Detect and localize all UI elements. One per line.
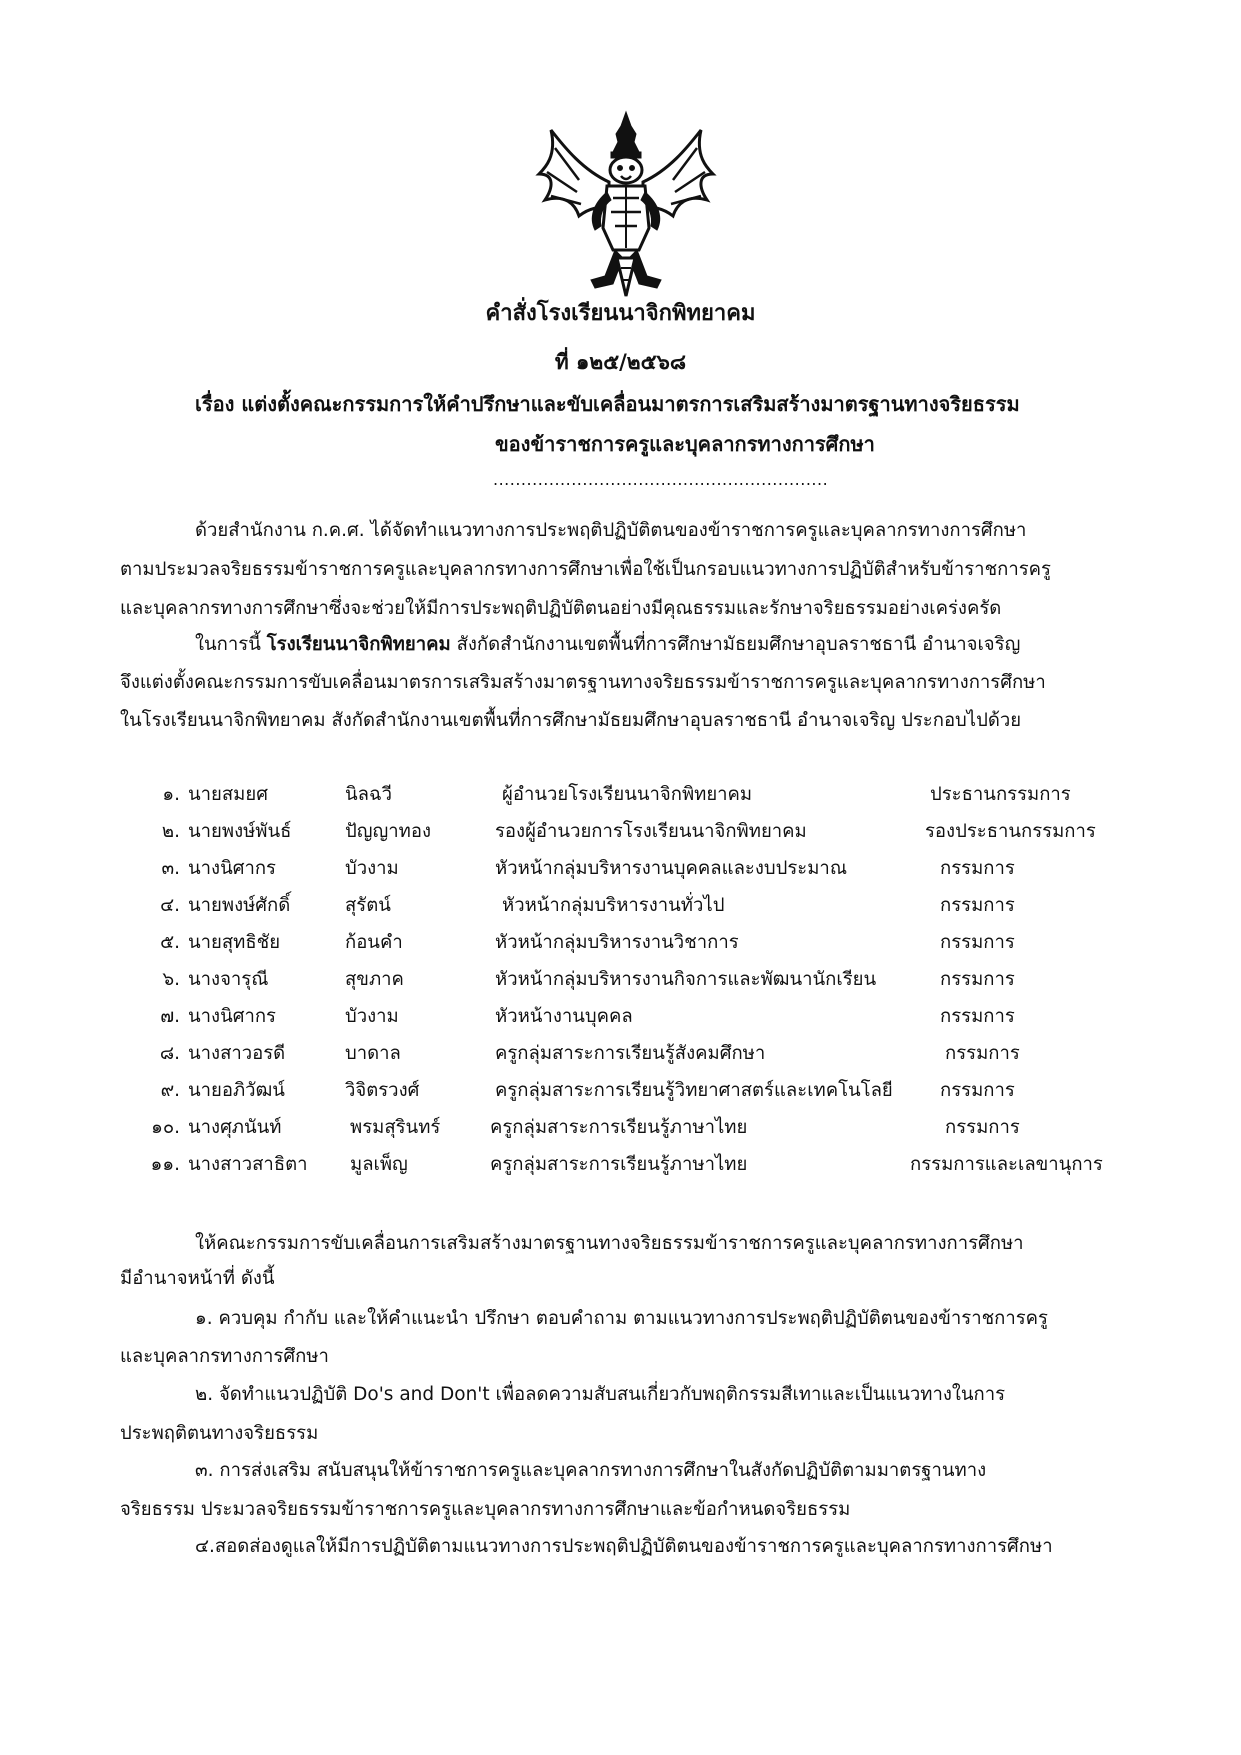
intro-p1-line3: และบุคลากรทางการศึกษาซึ่งจะช่วยให้มีการประพฤติปฏิบัติตนอย่างมีคุณธรรมและรักษาจริยธรรมอย่างเคร่งครัด (120, 598, 1002, 619)
member-role: กรรมการ (940, 1080, 1015, 1101)
member-first-name: นางสาวสาธิตา (188, 1154, 308, 1175)
member-position: ครูกลุ่มสาระการเรียนรู้ภาษาไทย (490, 1117, 748, 1138)
duty-4-line1: ๔.สอดส่องดูแลให้มีการปฏิบัติตามแนวทางการประพฤติปฏิบัติตนของข้าราชการครูและบุคลากรทางการศึกษา (195, 1536, 1053, 1557)
member-number: ๘. (159, 1043, 180, 1064)
member-last-name: บัวงาม (345, 1006, 399, 1027)
order-subject-line2: ของข้าราชการครูและบุคลากรทางการศึกษา (495, 432, 875, 456)
duties-intro-line1: ให้คณะกรรมการขับเคลื่อนการเสริมสร้างมาตรฐานทางจริยธรรมข้าราชการครูและบุคลากรทางการศึกษา (195, 1233, 1024, 1254)
intro-p1-line1: ด้วยสำนักงาน ก.ค.ศ. ได้จัดทำแนวทางการประพฤติปฏิบัติตนของข้าราชการครูและบุคลากรทางการศึกษา (195, 520, 1027, 541)
member-role: กรรมการ (945, 1043, 1020, 1064)
member-number: ๑๑. (150, 1154, 180, 1175)
member-last-name: สุขภาค (345, 969, 404, 990)
member-role: กรรมการ (940, 1006, 1015, 1027)
member-position: ครูกลุ่มสาระการเรียนรู้วิทยาศาสตร์และเทคโนโลยี (495, 1080, 893, 1101)
member-role: กรรมการ (940, 932, 1015, 953)
member-position: ครูกลุ่มสาระการเรียนรู้สังคมศึกษา (495, 1043, 766, 1064)
duties-intro-line2: มีอำนาจหน้าที่ ดังนี้ (120, 1268, 275, 1289)
intro-p2-line3: ในโรงเรียนนาจิกพิทยาคม สังกัดสำนักงานเขตพื้นที่การศึกษามัธยมศึกษาอุบลราชธานี อำนาจเจริญ ประกอบไปด้วย (120, 710, 1022, 731)
member-role: ประธานกรรมการ (930, 784, 1071, 805)
member-first-name: นายพงษ์พันธ์ (188, 821, 292, 842)
member-last-name: มูลเพ็ญ (350, 1154, 408, 1175)
member-last-name: ปัญญาทอง (345, 821, 431, 842)
member-first-name: นายสมยศ (188, 784, 268, 805)
committee-members-list (140, 780, 1140, 1187)
member-row (140, 1076, 1140, 1113)
member-role: กรรมการ (940, 895, 1015, 916)
order-title: คำสั่งโรงเรียนนาจิกพิทยาคม (485, 301, 756, 326)
member-position: ครูกลุ่มสาระการเรียนรู้ภาษาไทย (490, 1154, 748, 1175)
intro-p2-prefix: ในการนี้ (195, 634, 261, 655)
school-name-bold: โรงเรียนนาจิกพิทยาคม (266, 634, 451, 655)
member-first-name: นางจารุณี (188, 969, 269, 990)
member-row (140, 1150, 1140, 1187)
member-first-name: นางนิศากร (188, 1006, 276, 1027)
member-position: รองผู้อำนวยการโรงเรียนนาจิกพิทยาคม (495, 821, 807, 842)
member-row (140, 965, 1140, 1002)
member-row (140, 1002, 1140, 1039)
member-role: กรรมการ (940, 858, 1015, 879)
garuda-emblem-icon (535, 108, 717, 302)
member-last-name: ก้อนคำ (345, 932, 403, 953)
member-role: กรรมการ (945, 1117, 1020, 1138)
member-position: ผู้อำนวยโรงเรียนนาจิกพิทยาคม (502, 784, 753, 805)
intro-p1-line2: ตามประมวลจริยธรรมข้าราชการครูและบุคลากรทางการศึกษาเพื่อใช้เป็นกรอบแนวทางการปฏิบัติสำหรับข้าราชการครู (120, 559, 1051, 580)
header-separator: ............................................................ (493, 470, 829, 489)
member-last-name: บาดาล (345, 1043, 401, 1064)
member-row (140, 928, 1140, 965)
intro-p2-rest: สังกัดสำนักงานเขตพื้นที่การศึกษามัธยมศึกษาอุบลราชธานี อำนาจเจริญ (456, 634, 1021, 655)
member-number: ๒. (161, 821, 180, 842)
member-last-name: สุรัตน์ (345, 895, 391, 916)
member-last-name: บัวงาม (345, 858, 399, 879)
duty-1-line1: ๑. ควบคุม กำกับ และให้คำแนะนำ ปรึกษา ตอบคำถาม ตามแนวทางการประพฤติปฏิบัติตนของข้าราชการครู (195, 1308, 1048, 1329)
member-last-name: พรมสุรินทร์ (350, 1117, 441, 1138)
member-position: หัวหน้ากลุ่มบริหารงานกิจการและพัฒนานักเรียน (495, 969, 877, 990)
member-row (140, 780, 1140, 817)
duty-2-line2: ประพฤติตนทางจริยธรรม (120, 1423, 319, 1444)
member-first-name: นางสาวอรดี (188, 1043, 286, 1064)
member-row (140, 1039, 1140, 1076)
member-position: หัวหน้างานบุคคล (495, 1006, 633, 1027)
duty-1-line2: และบุคลากรทางการศึกษา (120, 1346, 329, 1367)
member-first-name: นายอภิวัฒน์ (188, 1080, 285, 1101)
duty-2-line1: ๒. จัดทำแนวปฏิบัติ Do's and Don't เพื่อลดความสับสนเกี่ยวกับพฤติกรรมสีเทาและเป็นแนวทางในการ (195, 1384, 1006, 1405)
member-row (140, 891, 1140, 928)
member-first-name: นางนิศากร (188, 858, 276, 879)
member-last-name: นิลฉวี (345, 784, 392, 805)
duty-3-line2: จริยธรรม ประมวลจริยธรรมข้าราชการครูและบุคลากรทางการศึกษาและข้อกำหนดจริยธรรม (120, 1499, 851, 1520)
member-number: ๙. (160, 1080, 180, 1101)
duty-3-line1: ๓. การส่งเสริม สนับสนุนให้ข้าราชการครูและบุคลากรทางการศึกษาในสังกัดปฏิบัติตามมาตรฐานทาง (195, 1460, 987, 1481)
order-subject-line1: เรื่อง แต่งตั้งคณะกรรมการให้คำปรึกษาและขับเคลื่อนมาตรการเสริมสร้างมาตรฐานทางจริยธรรม (195, 392, 1020, 416)
member-row (140, 854, 1140, 891)
member-row (140, 1113, 1140, 1150)
member-first-name: นางศุภนันท์ (188, 1117, 282, 1138)
member-row (140, 817, 1140, 854)
member-last-name: วิจิตรวงศ์ (345, 1080, 420, 1101)
intro-p2-line1 (195, 630, 1207, 659)
member-role: กรรมการ (940, 969, 1015, 990)
member-number: ๑. (162, 784, 180, 805)
member-first-name: นายพงษ์ศักดิ์ (188, 895, 291, 916)
member-number: ๔. (160, 895, 180, 916)
member-position: หัวหน้ากลุ่มบริหารงานบุคคลและงบประมาณ (495, 858, 847, 879)
member-position: หัวหน้ากลุ่มบริหารงานวิชาการ (495, 932, 739, 953)
order-number: ที่ ๑๒๕/๒๕๖๘ (554, 350, 687, 374)
member-number: ๓. (161, 858, 180, 879)
intro-p2-line2: จึงแต่งตั้งคณะกรรมการขับเคลื่อนมาตรการเสริมสร้างมาตรฐานทางจริยธรรมข้าราชการครูและบุคลากรทางการศึกษา (120, 672, 1046, 693)
member-first-name: นายสุทธิชัย (188, 932, 281, 953)
member-number: ๖. (162, 969, 180, 990)
member-number: ๑๐. (151, 1117, 180, 1138)
member-role: รองประธานกรรมการ (925, 821, 1096, 842)
member-number: ๗. (160, 1006, 180, 1027)
member-number: ๕. (160, 932, 180, 953)
member-position: หัวหน้ากลุ่มบริหารงานทั่วไป (502, 895, 725, 916)
member-role: กรรมการและเลขานุการ (910, 1154, 1103, 1175)
